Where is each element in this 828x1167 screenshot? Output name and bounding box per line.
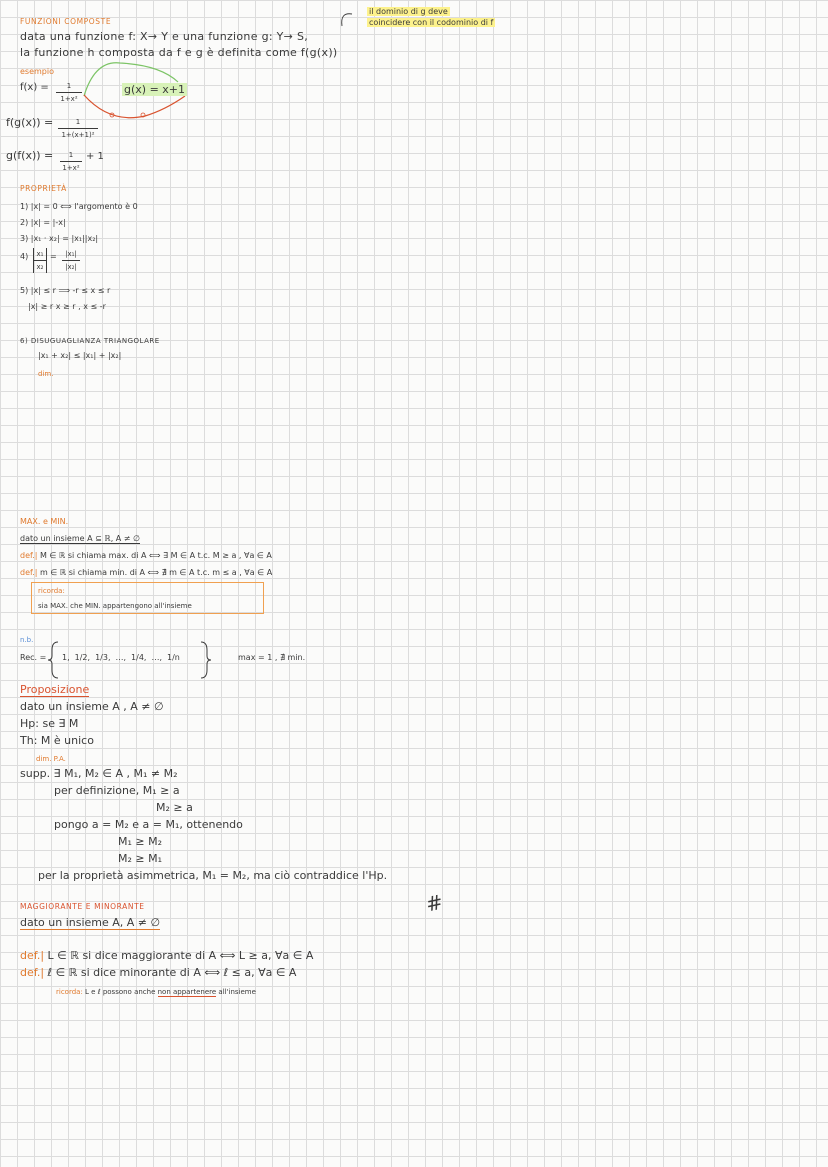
rec-item: 1/2, xyxy=(74,653,91,662)
supp-line: supp. ∃ M₁, M₂ ∈ A , M₁ ≠ M₂ xyxy=(20,767,178,780)
magg-def2-label: def.| xyxy=(20,966,45,979)
magg-def2 xyxy=(20,967,296,979)
gfx-lhs: g(f(x)) = xyxy=(6,149,54,162)
rec-item: 1/3, xyxy=(95,653,111,662)
property-6-title: 6) DISUGUAGLIANZA TRIANGOLARE xyxy=(20,337,160,345)
p4-right-num: |x₁| xyxy=(62,248,80,261)
magg-ricorda-underlined: non appartenere xyxy=(157,988,217,996)
p4-left-den: x₂ xyxy=(36,263,44,271)
section-title-maggiorante: MAGGIORANTE E MINORANTE xyxy=(20,902,145,911)
end-of-proof-mark: # xyxy=(423,889,446,917)
esempio-label: esempio xyxy=(20,67,54,76)
gfx-num: 1 xyxy=(60,149,82,162)
funzioni-line2: la funzione h composta da f e g è definita come f(g(x)) xyxy=(20,46,338,59)
section-title-funzioni: FUNZIONI COMPOSTE xyxy=(20,17,112,26)
rec-item: 1/4, xyxy=(131,653,147,662)
property-5a: 5) |x| ≤ r ⟹ -r ≤ x ≤ r xyxy=(20,286,111,295)
m1m2-line: M₁ ≥ M₂ xyxy=(118,835,163,848)
fx-den: 1+x² xyxy=(60,95,78,103)
magg-ricorda-post: all'insieme xyxy=(218,988,256,996)
fx-num: 1 xyxy=(56,80,82,93)
section-title-maxmin: MAX. e MIN. xyxy=(20,517,69,526)
def2-label: def.| xyxy=(20,568,38,577)
gfx-tail: + 1 xyxy=(86,151,104,162)
p4-right-den: |x₂| xyxy=(65,263,77,271)
maxmin-def1 xyxy=(20,550,272,562)
fx-fraction xyxy=(56,80,82,105)
rec-item: …, xyxy=(151,653,162,662)
magg-def2-text: ℓ ∈ ℝ si dice minorante di A ⟺ ℓ ≤ a, ∀a ∈ A xyxy=(47,966,297,979)
m2m1-line: M₂ ≥ M₁ xyxy=(118,852,163,865)
rec-sequence xyxy=(62,652,185,664)
property-2: 2) |x| = |-x| xyxy=(20,218,66,227)
p4-left-num: x₁ xyxy=(34,248,46,261)
gfx-fraction xyxy=(60,149,82,174)
rec-item: 1/n xyxy=(167,653,180,662)
def1-label: def.| xyxy=(20,551,38,560)
property-4-right-fraction xyxy=(62,248,80,273)
gfx-den: 1+x² xyxy=(62,164,80,172)
def2-text: m ∈ ℝ si chiama min. di A ⟺ ∄ m ∈ A t.c. m ≤ a , ∀a ∈ A xyxy=(40,568,273,577)
magg-ricorda-pre: L e ℓ possono anche xyxy=(85,988,156,996)
property-6: |x₁ + x₂| ≤ |x₁| + |x₂| xyxy=(38,351,122,360)
fgx-lhs: f(g(x)) = xyxy=(6,116,54,129)
rec-label: Rec. = xyxy=(20,653,47,662)
prop-line1: dato un insieme A , A ≠ ∅ xyxy=(20,700,164,713)
property-4-left-fraction xyxy=(33,248,47,273)
side-note-line2: coincidere con il codominio di f xyxy=(369,18,494,27)
m2a-line: M₂ ≥ a xyxy=(156,801,193,814)
gx-expression: g(x) = x+1 xyxy=(124,83,186,96)
perdef-line: per definizione, M₁ ≥ a xyxy=(54,784,180,797)
def1-text: M ∈ ℝ si chiama max. di A ⟺ ∃ M ∈ A t.c. M ≥ a , ∀a ∈ A xyxy=(40,551,272,560)
rec-item: …, xyxy=(115,653,127,662)
property-5b: |x| ≥ r x ≥ r , x ≤ -r xyxy=(28,302,106,311)
hp-line: Hp: se ∃ M xyxy=(20,717,79,730)
th-line: Th: M è unico xyxy=(20,734,94,747)
dim-pa-label: dim. P.A. xyxy=(36,755,66,763)
section-title-proprieta: PROPRIETÀ xyxy=(20,184,67,193)
magg-line1: dato un insieme A, A ≠ ∅ xyxy=(20,916,161,929)
pongo-line: pongo a = M₂ e a = M₁, ottenendo xyxy=(54,818,243,831)
fgx-den: 1+(x+1)² xyxy=(61,131,95,139)
magg-def1 xyxy=(20,950,313,962)
rec-item: 1, xyxy=(62,653,70,662)
magg-ricorda-label: ricorda: xyxy=(56,988,83,996)
rec-result: max = 1 , ∄ min. xyxy=(238,653,306,662)
maxmin-line1: dato un insieme A ⊆ ℝ, A ≠ ∅ xyxy=(20,534,141,543)
magg-ricorda xyxy=(56,986,256,998)
funzioni-line1: data una funzione f: X→ Y e una funzione g: Y→ S, xyxy=(20,30,309,43)
dim-label: dim. xyxy=(38,370,54,378)
proposizione-title: Proposizione xyxy=(20,683,90,696)
property-4-label: 4) xyxy=(20,252,29,261)
magg-def1-text: L ∈ ℝ si dice maggiorante di A ⟺ L ≥ a, ∀a ∈ A xyxy=(47,949,314,962)
fx-lhs: f(x) = xyxy=(20,82,49,93)
fgx-fraction xyxy=(58,116,98,141)
magg-def1-label: def.| xyxy=(20,949,45,962)
maxmin-def2 xyxy=(20,567,272,579)
conclusion-line: per la proprietà asimmetrica, M₁ = M₂, ma ciò contraddice l'Hp. xyxy=(38,869,388,882)
property-1: 1) |x| = 0 ⟺ l'argomento è 0 xyxy=(20,202,138,211)
ricorda-text: sia MAX. che MIN. appartengono all'insieme xyxy=(38,602,192,610)
property-4-eq: = xyxy=(50,252,57,261)
fx-expression xyxy=(20,82,49,94)
fgx-num: 1 xyxy=(58,116,98,129)
property-3: 3) |x₁ · x₂| = |x₁||x₂| xyxy=(20,234,99,243)
nb-label: n.b. xyxy=(20,636,34,644)
ricorda-label: ricorda: xyxy=(38,587,65,595)
side-note-line1: il dominio di g deve xyxy=(369,7,448,16)
